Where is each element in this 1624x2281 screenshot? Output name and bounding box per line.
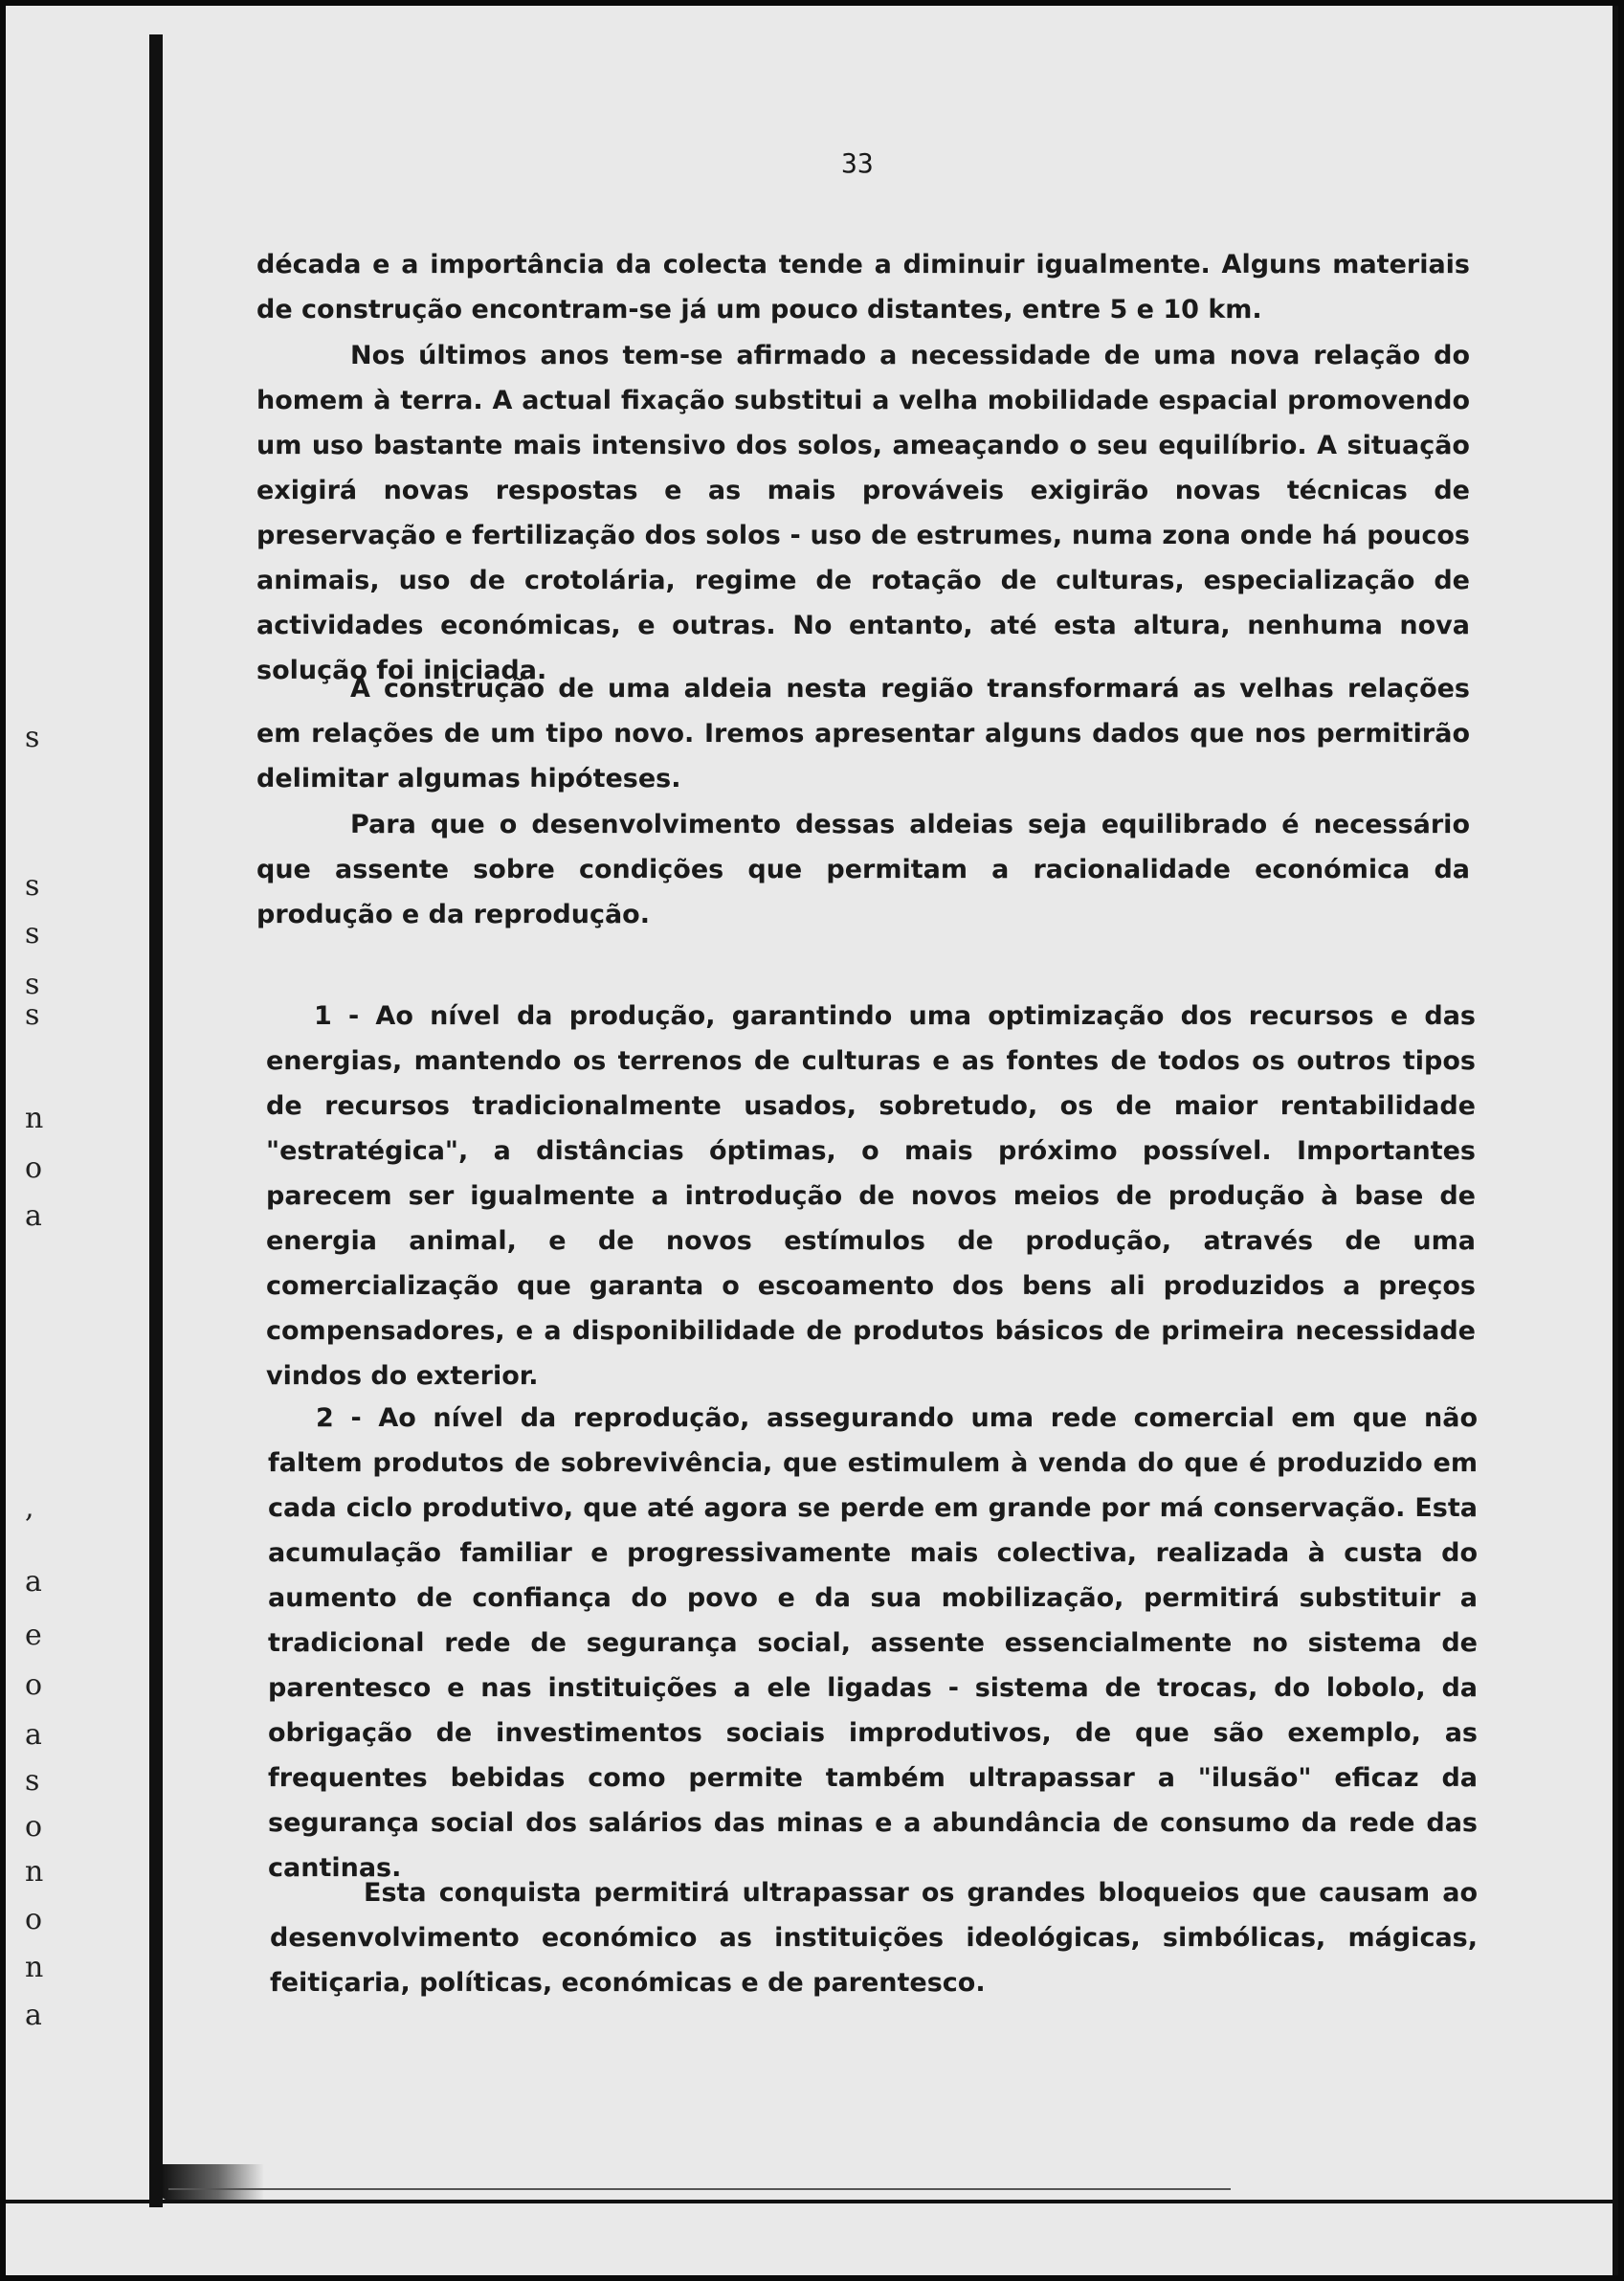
gutter-fragment: a bbox=[25, 1718, 42, 1752]
gutter-fragment: s bbox=[25, 917, 40, 950]
gutter-fragment: s bbox=[25, 721, 40, 754]
gutter-fragment: n bbox=[25, 1855, 44, 1889]
gutter-fragment: o bbox=[25, 1903, 43, 1936]
adjacent-page-gutter bbox=[25, 6, 63, 2207]
paragraph-continuation: década e a importância da colecta tende a diminuir igualmente. Alguns materiais de construção encontram-se já um pouco distantes, entre 5 e 10 km. bbox=[256, 250, 1470, 324]
gutter-fragment: s bbox=[25, 998, 40, 1032]
gutter-fragment: o bbox=[25, 1152, 43, 1185]
bottom-edge-rule bbox=[6, 2200, 1623, 2203]
list-item-reproduction: 2 - Ao nível da reprodução, assegurando uma rede comercial em que não faltem produtos de sobrevivência, que estimulem à venda do que é produzido em cada ciclo produtivo, que até agora se perde em grande por má conservação. Esta acumulação familiar e progressivamente mais colectiva, realizada à custa do aumento de confiança do povo e da sua mobilização, permitirá substituir a tradicional rede de segurança social, assente essencialmente no sistema de parentesco e nas instituições a ele ligadas - sistema de trocas, do lobolo, da obrigação de investimentos sociais improdutivos, de que são exemplo, as frequentes bebidas como permite também ultrapassar a "ilusão" eficaz da segurança social dos salários das minas e a abundância de consumo da rede das cantinas. bbox=[268, 1403, 1478, 1883]
gutter-fragment: a bbox=[25, 1565, 42, 1599]
gutter-fragment: s bbox=[25, 968, 40, 1001]
gutter-fragment: o bbox=[25, 1810, 43, 1844]
list-item-production: 1 - Ao nível da produção, garantindo uma optimização dos recursos e das energias, mantendo os terrenos de culturas e as fontes de todos os outros tipos de recursos tradicionalmente usados, sobretudo, os de maior rentabilidade "estratégica", a distâncias óptimas, o mais próximo possível. Importantes parecem ser igualmente a introdução de novos meios de produção à base de energia animal, e de novos estímulos de produção, através de uma comercialização que garanta o escoamento dos bens ali produzidos a preços compensadores, e a disponibilidade de produtos básicos de primeira necessidade vindos do exterior. bbox=[266, 1001, 1476, 1391]
page-right-edge bbox=[1613, 6, 1618, 2275]
gutter-fragment: s bbox=[25, 869, 40, 903]
binding-spine bbox=[149, 34, 163, 2207]
paragraph-land-relation: Nos últimos anos tem-se afirmado a necessidade de uma nova relação do homem à terra. A actual fixação substitui a velha mobilidade espacial promovendo um uso bastante mais intensivo dos solos, ameaçando o seu equilíbrio. A situação exigirá novas respostas e as mais prováveis exigirão novas técnicas de preservação e fertilização dos solos - uso de estrumes, numa zona onde há poucos animais, uso de crotolária, regime de rotação de culturas, especialização de actividades económicas, e outras. No entanto, até esta altura, nenhuma nova solução foi iniciada. bbox=[256, 341, 1470, 685]
gutter-fragment: a bbox=[25, 1999, 42, 2032]
paragraph-balanced-development: Para que o desenvolvimento dessas aldeias seja equilibrado é necessário que assente sobre condições que permitam a racionalidade económica da produção e da reprodução. bbox=[256, 810, 1470, 929]
gutter-fragment: , bbox=[25, 1491, 34, 1525]
binding-spine-base bbox=[149, 2164, 264, 2203]
gutter-fragment: n bbox=[25, 1102, 44, 1135]
bottom-margin-line bbox=[168, 2188, 1231, 2190]
gutter-fragment: n bbox=[25, 1951, 44, 1984]
gutter-fragment: s bbox=[25, 1764, 40, 1798]
paragraph-conclusion: Esta conquista permitirá ultrapassar os grandes bloqueios que causam ao desenvolvimento económico as instituições ideológicas, simbólicas, mágicas, feitiçaria, políticas, económicas e de parentesco. bbox=[270, 1878, 1478, 1998]
paragraph-village-construction: A construção de uma aldeia nesta região transformará as velhas relações em relações de um tipo novo. Iremos apresentar alguns dados que nos permitirão delimitar algumas hipóteses. bbox=[256, 674, 1470, 794]
gutter-fragment: a bbox=[25, 1199, 42, 1233]
gutter-fragment: e bbox=[25, 1619, 42, 1652]
gutter-fragment: o bbox=[25, 1668, 43, 1702]
page-number: 33 bbox=[841, 147, 874, 179]
